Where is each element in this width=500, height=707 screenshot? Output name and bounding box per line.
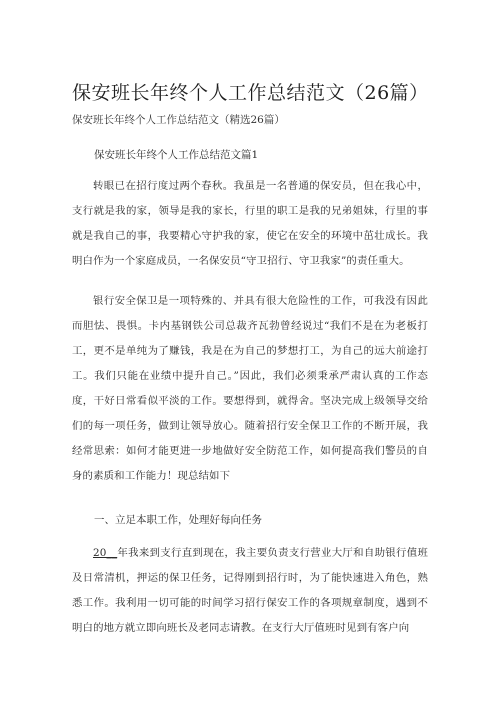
paragraph-2: 银行安全保卫是一项特殊的、并具有很大危险性的工作，可我没有因此而胆怯、畏惧。卡内基钢铁公司总裁齐瓦勃曾经说过“我们不是在为老板打工，更不是单纯为了赚钱，我是在为自己的梦想打工，为自己的远大前途打工。我们只能在业绩中提升自己。”因此，我们必须秉承严肃认真的工作态度，干好日常看似平淡的工作。要想得到，就得舍。坚决完成上级领导交给们的每一项任务，做到让领导放心。随着招行安全保卫工作的不断开展，我经常思索：如何才能更进一步地做好安全防范工作，如何提高我们警员的自身的素质和工作能力！现总结如下 — [72, 295, 428, 482]
paragraph-1: 转眼已在招行度过两个春秋。我虽是一名普通的保安员，但在我心中，支行就是我的家，领导是我的家长，行里的职工是我的兄弟姐妹，行里的事就是我自己的事，我要精心守护我的家，使它在安全的环境中茁壮成长。我明白作为一个家庭成员，一名保安员“守卫招行、守卫我家”的责任重大。 — [72, 180, 428, 267]
section-title: 保安班长年终个人工作总结范文篇1 — [94, 149, 259, 161]
year-blank: 20__ — [93, 547, 118, 559]
document-subtitle: 保安班长年终个人工作总结范文（精选26篇） — [72, 114, 285, 126]
paragraph-3 — [72, 541, 428, 641]
document-title: 保安班长年终个人工作总结范文（26篇） — [72, 82, 429, 104]
paragraph-3-text: 年我来到支行直到现在，我主要负责支行营业大厅和自助银行值班及日常清机，押运的保卫任务，记得刚到招行时，为了能快速进入角色，熟悉工作。我利用一切可能的时间学习招行保安工作的各项规章制度，遇到不明白的地方就立即向班长及老同志请教。在支行大厅值班时见到有客户向 — [72, 547, 428, 634]
heading-1: 一、立足本职工作，处理好每向任务 — [94, 514, 262, 526]
